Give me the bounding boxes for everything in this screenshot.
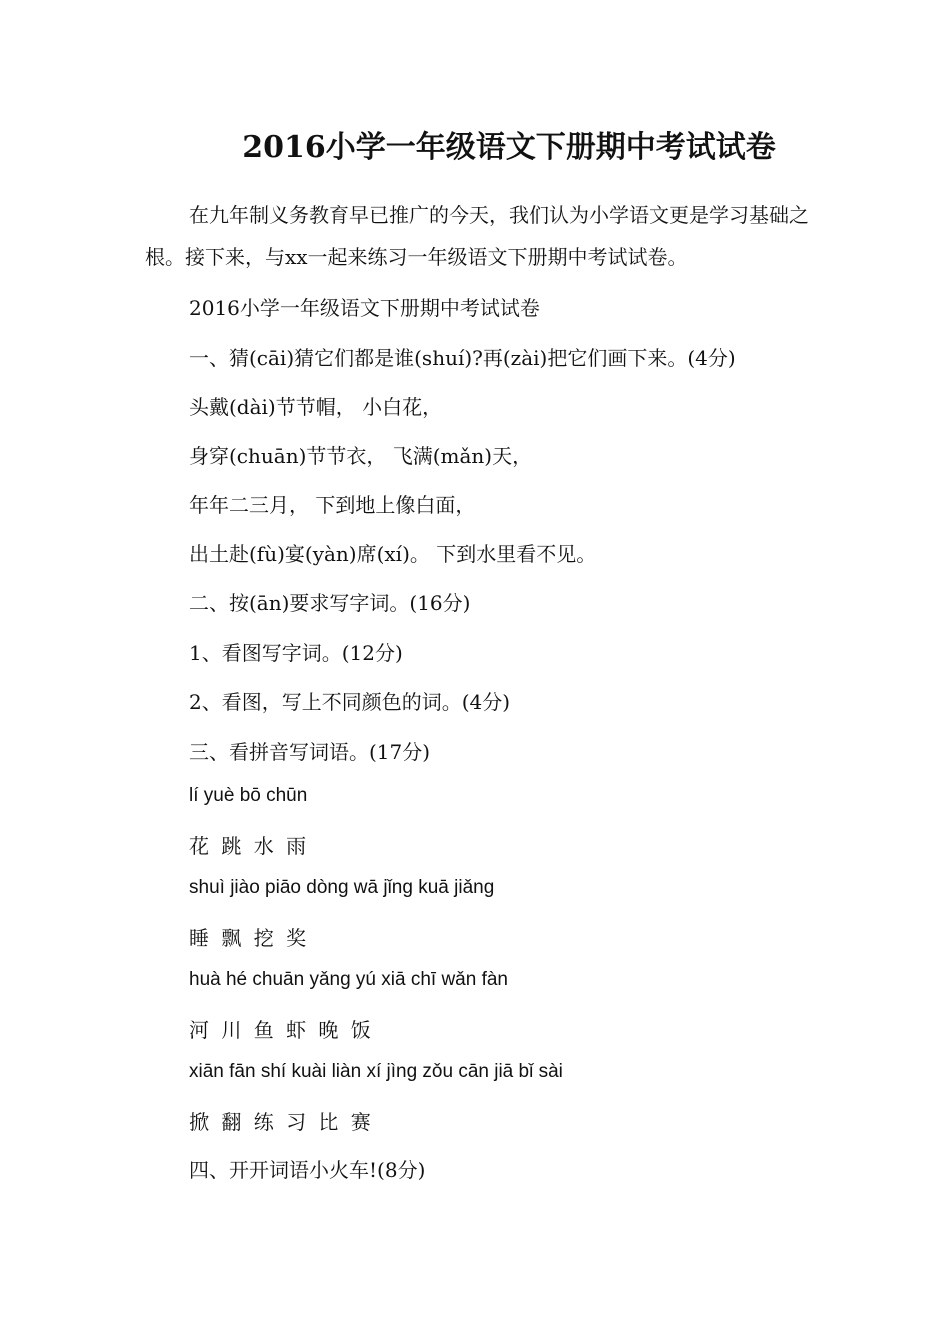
document-title: 2016小学一年级语文下册期中考试试卷 bbox=[242, 130, 776, 165]
riddle-line-2: 身穿(chuān)节节衣， 飞满(mǎn)天， bbox=[189, 444, 533, 468]
riddle-line-4: 出土赴(fù)宴(yàn)席(xí)。 下到水里看不见。 bbox=[189, 542, 597, 566]
hanzi-row-4: 掀 翻 练 习 比 赛 bbox=[189, 1110, 374, 1134]
riddle-line-1: 头戴(dài)节节帽， 小白花， bbox=[189, 395, 443, 419]
exam-heading: 2016小学一年级语文下册期中考试试卷 bbox=[189, 296, 540, 320]
section-3-heading: 三、看拼音写词语。(17分) bbox=[189, 740, 431, 764]
riddle-line-3: 年年二三月， 下到地上像白面， bbox=[189, 493, 476, 517]
hanzi-row-2: 睡 飘 挖 奖 bbox=[189, 926, 310, 950]
hanzi-row-3: 河 川 鱼 虾 晚 饭 bbox=[189, 1018, 374, 1042]
pinyin-row-2: shuì jiào piāo dòng wā jǐng kuā jiǎng bbox=[189, 877, 495, 898]
section-4-heading: 四、开开词语小火车!(8分) bbox=[189, 1158, 426, 1182]
pinyin-row-3: huà hé chuān yǎng yú xiā chī wǎn fàn bbox=[189, 969, 509, 990]
section-2-item-1: 1、看图写字词。(12分) bbox=[189, 641, 403, 665]
section-1-heading: 一、猜(cāi)猜它们都是谁(shuí)?再(zài)把它们画下来。(4分) bbox=[189, 346, 736, 370]
pinyin-row-1: lí yuè bō chūn bbox=[189, 785, 308, 806]
hanzi-row-1: 花 跳 水 雨 bbox=[189, 834, 310, 858]
section-2-item-2: 2、看图，写上不同颜色的词。(4分) bbox=[189, 690, 511, 714]
section-2-heading: 二、按(ān)要求写字词。(16分) bbox=[189, 591, 471, 615]
pinyin-row-4: xiān fān shí kuài liàn xí jìng zǒu cān jiā bǐ sài bbox=[189, 1061, 563, 1082]
intro-paragraph: 在九年制义务教育早已推广的今天，我们认为小学语文更是学习基础之根。接下来，与xx一起来练习一年级语文下册期中考试试卷。 bbox=[145, 203, 809, 269]
